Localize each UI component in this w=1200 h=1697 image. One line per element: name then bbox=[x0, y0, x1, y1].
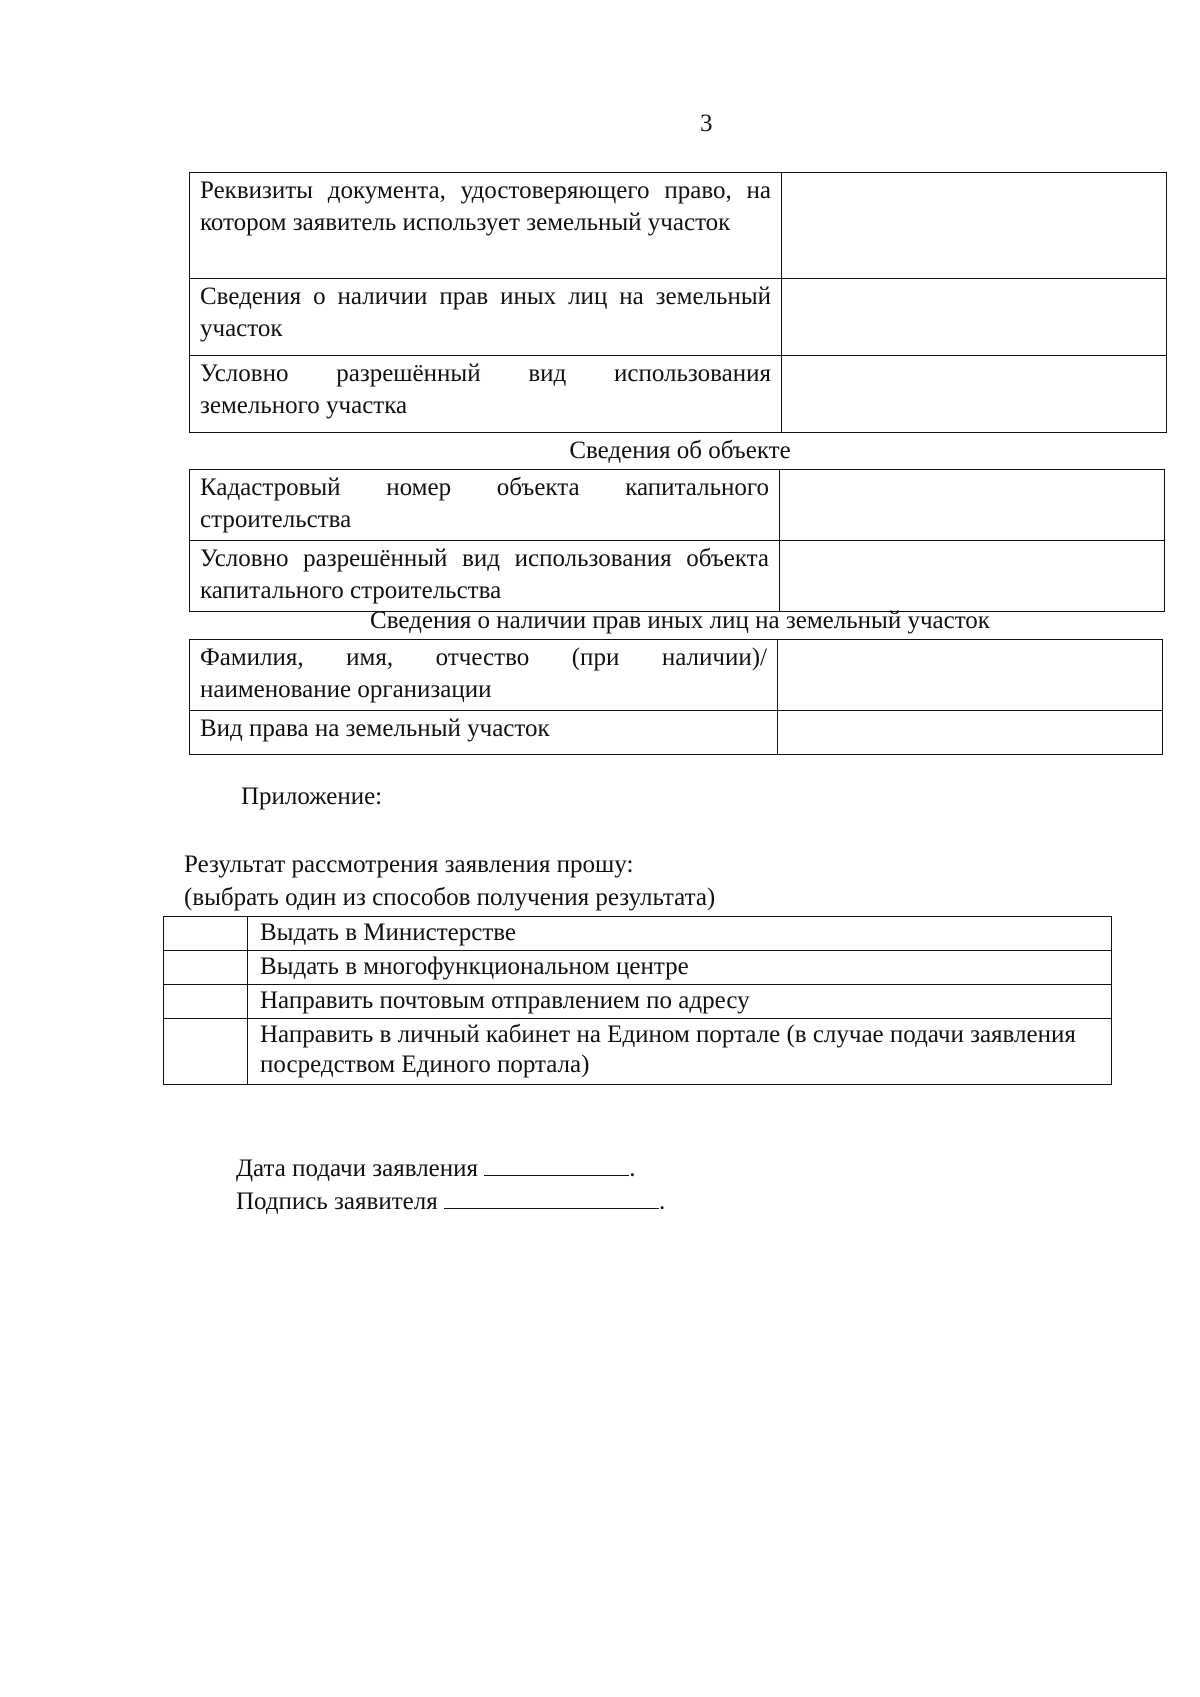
rights-section-heading: Сведения о наличии прав иных лиц на земельный участок bbox=[370, 607, 990, 634]
attachment-label: Приложение: bbox=[241, 783, 383, 810]
table-row bbox=[190, 173, 1167, 279]
land-plot-table bbox=[189, 172, 1167, 433]
signature-line-end: . bbox=[658, 1188, 666, 1215]
option-checkbox[interactable] bbox=[164, 917, 248, 951]
table-row bbox=[190, 541, 1165, 612]
option-label: Направить почтовым отправлением по адресу bbox=[248, 985, 1112, 1019]
field-label: Сведения о наличии прав иных лиц на земельный участок bbox=[190, 279, 782, 356]
date-label: Дата подачи заявления bbox=[236, 1155, 479, 1182]
field-label: Фамилия, имя, отчество (при наличии)/наименование организации bbox=[190, 640, 778, 711]
date-field[interactable] bbox=[484, 1153, 629, 1176]
rights-table bbox=[189, 639, 1163, 755]
option-label: Направить в личный кабинет на Едином портале (в случае подачи заявления посредством Единого портала) bbox=[248, 1019, 1112, 1085]
option-checkbox[interactable] bbox=[164, 1019, 248, 1085]
delivery-option-row bbox=[164, 917, 1112, 951]
field-value[interactable] bbox=[782, 279, 1167, 356]
delivery-option-row bbox=[164, 985, 1112, 1019]
signature-field[interactable] bbox=[444, 1186, 659, 1209]
page-number: 3 bbox=[700, 110, 713, 137]
field-value[interactable] bbox=[782, 173, 1167, 279]
delivery-option-row bbox=[164, 1019, 1112, 1085]
signature-label: Подпись заявителя bbox=[236, 1188, 438, 1215]
option-label: Выдать в Министерстве bbox=[248, 917, 1112, 951]
delivery-options-table bbox=[163, 916, 1112, 1085]
object-table bbox=[189, 469, 1165, 612]
field-label: Реквизиты документа, удостоверяющего право, на котором заявитель использует земельный участок bbox=[190, 173, 782, 279]
field-label: Условно разрешённый вид использования земельного участка bbox=[190, 356, 782, 433]
option-checkbox[interactable] bbox=[164, 951, 248, 985]
option-checkbox[interactable] bbox=[164, 985, 248, 1019]
signature-line bbox=[236, 1186, 665, 1216]
date-line bbox=[236, 1153, 636, 1183]
field-label: Кадастровый номер объекта капитального строительства bbox=[190, 470, 780, 541]
result-request-text: Результат рассмотрения заявления прошу: bbox=[184, 851, 634, 878]
table-row bbox=[190, 640, 1163, 711]
date-line-end: . bbox=[629, 1155, 636, 1182]
delivery-option-row bbox=[164, 951, 1112, 985]
table-row bbox=[190, 711, 1163, 755]
table-row bbox=[190, 279, 1167, 356]
field-value[interactable] bbox=[780, 470, 1165, 541]
field-label: Вид права на земельный участок bbox=[190, 711, 778, 755]
object-section-heading: Сведения об объекте bbox=[569, 437, 791, 464]
field-label: Условно разрешённый вид использования объекта капитального строительства bbox=[190, 541, 780, 612]
field-value[interactable] bbox=[778, 711, 1163, 755]
option-label: Выдать в многофункциональном центре bbox=[248, 951, 1112, 985]
table-row bbox=[190, 356, 1167, 433]
field-value[interactable] bbox=[780, 541, 1165, 612]
result-hint-text: (выбрать один из способов получения результата) bbox=[184, 884, 716, 911]
field-value[interactable] bbox=[778, 640, 1163, 711]
table-row bbox=[190, 470, 1165, 541]
field-value[interactable] bbox=[782, 356, 1167, 433]
